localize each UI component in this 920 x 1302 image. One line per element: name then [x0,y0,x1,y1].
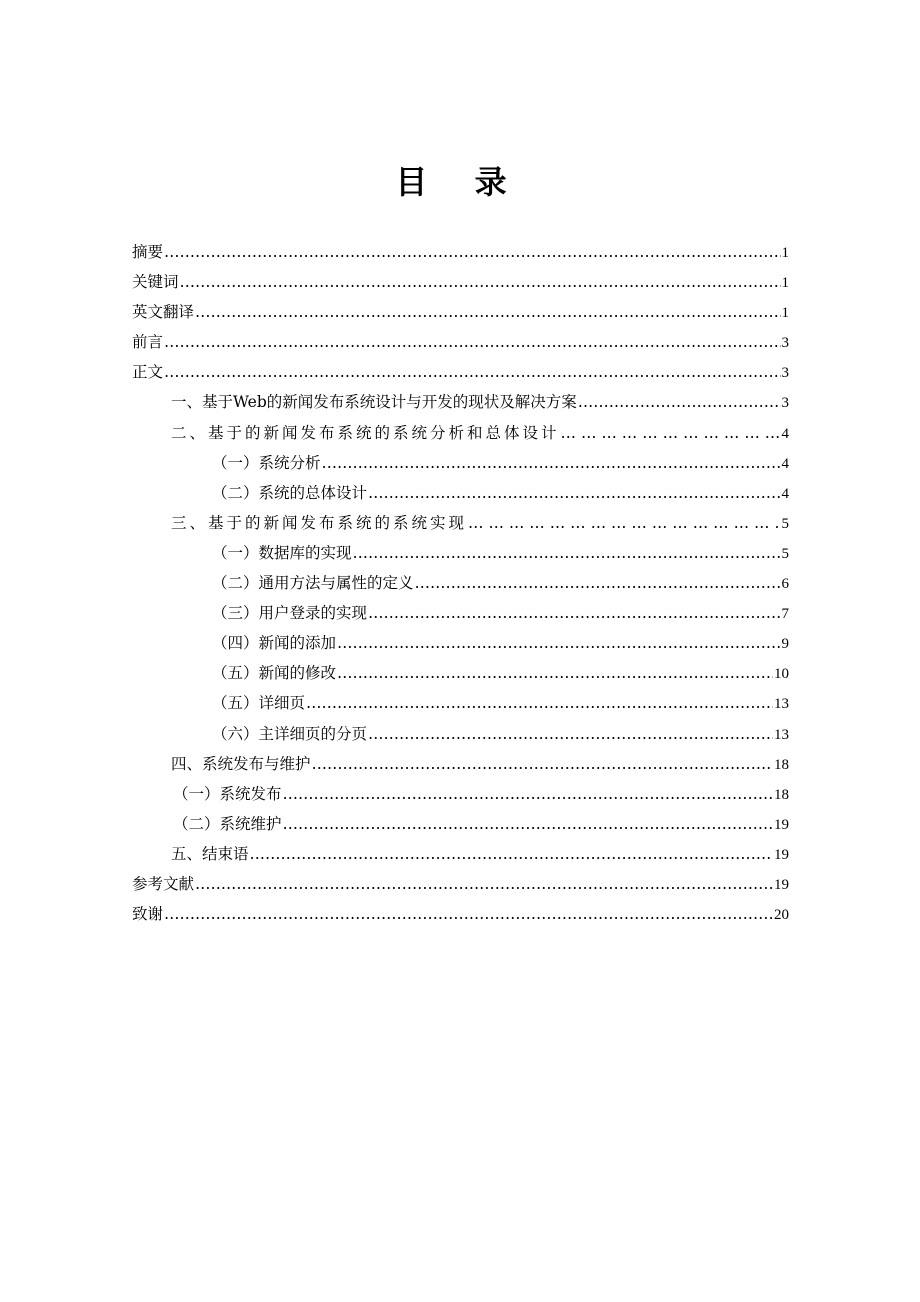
toc-leader-dots [368,719,773,749]
toc-entry[interactable] [132,598,789,628]
toc-leader-dots [164,327,780,357]
toc-leader-dots [468,508,780,538]
table-of-contents [132,237,789,929]
toc-entry-title: 正文 [132,363,164,382]
toc-leader-dots [250,839,773,869]
toc-page-number: 19 [774,846,789,863]
toc-page-number: 4 [781,485,789,502]
toc-entry[interactable] [132,568,789,598]
toc-entry-title: 四、系统发布与维护 [171,754,311,773]
toc-entry[interactable] [132,297,789,327]
toc-page-number: 18 [774,756,789,773]
toc-page-number: 1 [781,245,789,261]
toc-entry[interactable] [132,749,789,779]
toc-entry[interactable] [132,719,789,749]
toc-page-number: 19 [774,876,789,893]
toc-page-number: 7 [781,606,789,623]
toc-entry-title: （二）通用方法与属性的定义 [212,574,414,593]
toc-leader-dots [195,297,780,327]
toc-entry-title: 前言 [132,333,164,352]
toc-entry-title: （二）系统维护 [173,814,282,833]
toc-leader-dots [337,658,773,688]
toc-page-number: 6 [781,576,789,593]
toc-page-number: 9 [781,636,789,653]
toc-entry-title: 关键词 [132,273,179,292]
toc-entry[interactable] [132,809,789,839]
toc-page-number: 1 [781,305,789,322]
toc-leader-dots [180,267,781,297]
toc-entry-title: （五）新闻的修改 [212,664,337,683]
toc-entry[interactable] [132,508,789,538]
toc-leader-dots [283,779,773,809]
toc-entry[interactable] [132,478,789,508]
toc-entry[interactable] [132,237,789,267]
toc-entry[interactable] [132,688,789,718]
toc-entry[interactable] [132,448,789,478]
toc-page-number: 13 [774,696,789,713]
toc-page-number: 19 [774,816,789,833]
toc-entry[interactable] [132,327,789,357]
toc-leader-dots [283,809,773,839]
toc-leader-dots [353,538,781,568]
toc-entry-title: 英文翻译 [132,303,195,322]
toc-entry-title: （四）新闻的添加 [212,634,337,653]
toc-leader-dots [322,448,781,478]
toc-entry-title: 二、基于的新闻发布系统的系统分析和总体设计 [171,423,560,442]
toc-leader-dots [578,387,781,417]
toc-page-number: 20 [774,907,789,924]
toc-entry-title: 三、基于的新闻发布系统的系统实现 [171,513,468,532]
toc-entry-title: （一）系统发布 [173,784,282,803]
toc-entry[interactable] [132,538,789,568]
toc-entry-title: 致谢 [132,905,164,924]
toc-entry-title: 一、基于Web的新闻发布系统设计与开发的现状及解决方案 [171,393,577,412]
toc-entry[interactable] [132,899,789,929]
toc-leader-dots [312,749,773,779]
toc-page-number: 10 [774,666,789,683]
toc-entry[interactable] [132,357,789,387]
toc-entry-title: （六）主详细页的分页 [212,724,368,743]
toc-leader-dots [164,357,780,387]
toc-leader-dots [164,899,773,929]
toc-leader-dots [561,418,781,448]
toc-entry[interactable] [132,267,789,297]
toc-leader-dots [415,568,781,598]
toc-entry-title: （二）系统的总体设计 [212,483,368,502]
toc-leader-dots [195,869,773,899]
toc-page-number: 4 [781,425,789,442]
toc-entry[interactable] [132,387,789,417]
toc-leader-dots [368,598,780,628]
page-title: 目 录 [395,163,525,201]
toc-entry-title: （一）数据库的实现 [212,543,352,562]
toc-page-number: 13 [774,726,789,743]
toc-page-number: 5 [781,515,789,532]
toc-page-number: 4 [781,455,789,472]
toc-page-number: 1 [781,275,789,292]
toc-entry-title: （三）用户登录的实现 [212,604,368,623]
toc-page-number: 18 [774,786,789,803]
toc-entry[interactable] [132,628,789,658]
toc-page-number: 5 [781,545,789,562]
toc-entry-title: （五）详细页 [212,694,306,713]
toc-entry-title: 参考文献 [132,874,195,893]
toc-entry-title: （一）系统分析 [212,453,321,472]
toc-entry[interactable] [132,418,789,448]
toc-leader-dots [306,688,773,718]
toc-entry-title: 五、结束语 [171,844,249,863]
toc-entry[interactable] [132,658,789,688]
toc-page-number: 3 [781,335,789,352]
toc-leader-dots [164,237,780,267]
toc-leader-dots [368,478,780,508]
toc-page-number: 3 [781,395,789,412]
toc-entry-title: 摘要 [132,243,164,261]
toc-entry[interactable] [132,869,789,899]
toc-entry[interactable] [132,779,789,809]
toc-leader-dots [337,628,780,658]
toc-entry[interactable] [132,839,789,869]
toc-page-number: 3 [781,365,789,382]
